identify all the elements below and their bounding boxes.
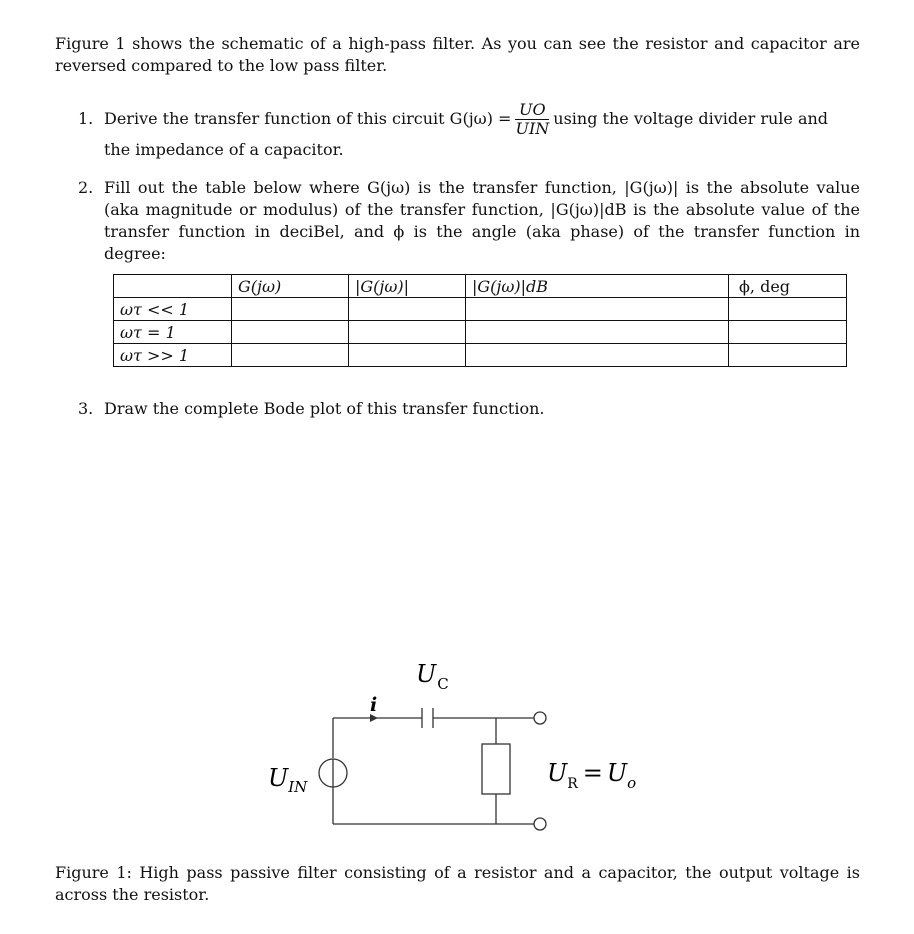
q3-number: 3.: [78, 399, 94, 418]
q1-number: 1.: [78, 109, 94, 128]
figure-caption: Figure 1: High pass passive filter consisting of a resistor and a capacitor, the output voltage is across the resistor.: [55, 863, 860, 904]
table-row-label: ωτ >> 1: [114, 344, 232, 367]
q3-text: Draw the complete Bode plot of this transfer function.: [104, 399, 545, 418]
table-row-label: ωτ = 1: [114, 321, 232, 344]
resistor-icon: [482, 744, 510, 794]
table-row-label: ωτ << 1: [114, 298, 232, 321]
q1-text-after: using the voltage divider rule and: [553, 109, 829, 128]
table-header-cell: |G(jω)|: [349, 275, 466, 298]
table-header-cell: ϕ, deg: [729, 275, 847, 298]
uin-label: $U_{IN}$: [268, 764, 308, 796]
intro-paragraph: Figure 1 shows the schematic of a high-pass filter. As you can see the resistor and capacitor are reversed compared to the low pass filter.: [55, 34, 860, 75]
ur-uo-label: $U_R = U_o$: [547, 759, 637, 792]
fraction-denominator: UIN: [515, 118, 550, 138]
uc-label: $U_C$: [416, 660, 449, 693]
q1-text-before: Derive the transfer function of this circuit G(jω) =: [104, 109, 512, 128]
output-terminal-bottom: [534, 818, 546, 830]
fraction-numerator: UO: [515, 101, 549, 120]
table-header-cell: |G(jω)|dB: [466, 275, 729, 298]
q2-number: 2.: [78, 178, 94, 197]
output-terminal-top: [534, 712, 546, 724]
q1-line2: the impedance of a capacitor.: [104, 140, 344, 159]
table-header-cell: G(jω): [232, 275, 349, 298]
q2-text: Fill out the table below where G(jω) is the transfer function, |G(jω)| is the absolute value (aka magnitude or modulus) of the transfer function, |G(jω)|dB is the absolute value of the transfer function in deciBel, and ϕ is the angle (aka phase) of the transfer function in degree:: [104, 178, 860, 263]
current-label: i: [370, 694, 378, 716]
